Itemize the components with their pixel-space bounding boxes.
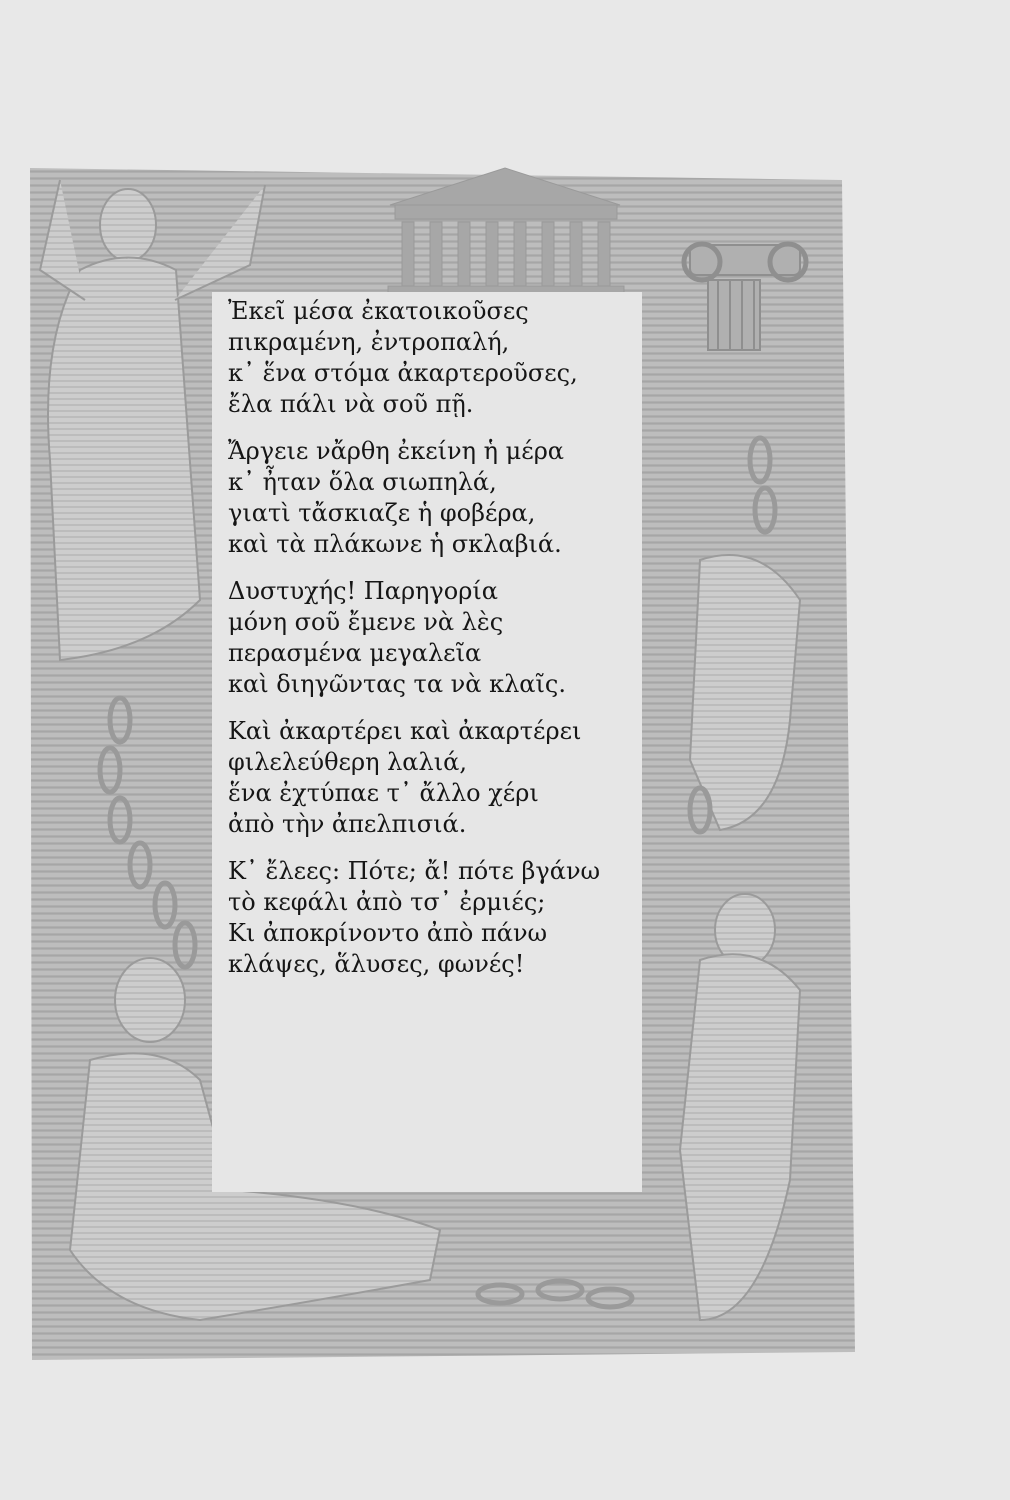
poem-line: κ᾽ ἦταν ὅλα σιωπηλά, xyxy=(228,468,497,496)
poem-line: περασμένα μεγαλεῖα xyxy=(228,639,482,667)
poem-line: κλάψες, ἅλυσες, φωνές! xyxy=(228,950,525,978)
stanza xyxy=(228,856,648,980)
poem-line: φιλελεύθερη λαλιά, xyxy=(228,748,467,776)
poem-line: Ἄργειε νἄρθη ἐκείνη ἡ μέρα xyxy=(228,437,565,465)
poem-line: τὸ κεφάλι ἀπὸ τσ᾽ ἐρμιές; xyxy=(228,888,546,916)
poem-line: Δυστυχής! Παρηγορία xyxy=(228,577,498,605)
poem-line: ἔλα πάλι νὰ σοῦ πῇ. xyxy=(228,390,474,418)
poem-line: γιατὶ τἄσκιαζε ἡ φοβέρα, xyxy=(228,499,536,527)
poem-line: καὶ τὰ πλάκωνε ἡ σκλαβιά. xyxy=(228,530,562,558)
poem-line: μόνη σοῦ ἔμενε νὰ λὲς xyxy=(228,608,504,636)
poem-line: πικραμένη, ἐντροπαλή, xyxy=(228,328,510,356)
stanza xyxy=(228,296,648,420)
poem-line: Καὶ ἀκαρτέρει καὶ ἀκαρτέρει xyxy=(228,717,582,745)
stanza xyxy=(228,576,648,700)
poem-line: ἀπὸ τὴν ἀπελπισιά. xyxy=(228,810,467,838)
poem xyxy=(228,296,648,996)
poem-line: Κ᾽ ἔλεες: Πότε; ἄ! πότε βγάνω xyxy=(228,857,601,885)
stanza xyxy=(228,436,648,560)
poem-line: κ᾽ ἕνα στόμα ἀκαρτεροῦσες, xyxy=(228,359,578,387)
poem-line: καὶ διηγῶντας τα νὰ κλαῖς. xyxy=(228,670,566,698)
poem-line: ἕνα ἐχτύπαε τ᾽ ἄλλο χέρι xyxy=(228,779,539,807)
stanza xyxy=(228,716,648,840)
poem-line: Κι ἀποκρίνοντο ἀπὸ πάνω xyxy=(228,919,548,947)
poem-line: Ἐκεῖ μέσα ἐκατοικοῦσες xyxy=(228,297,529,325)
